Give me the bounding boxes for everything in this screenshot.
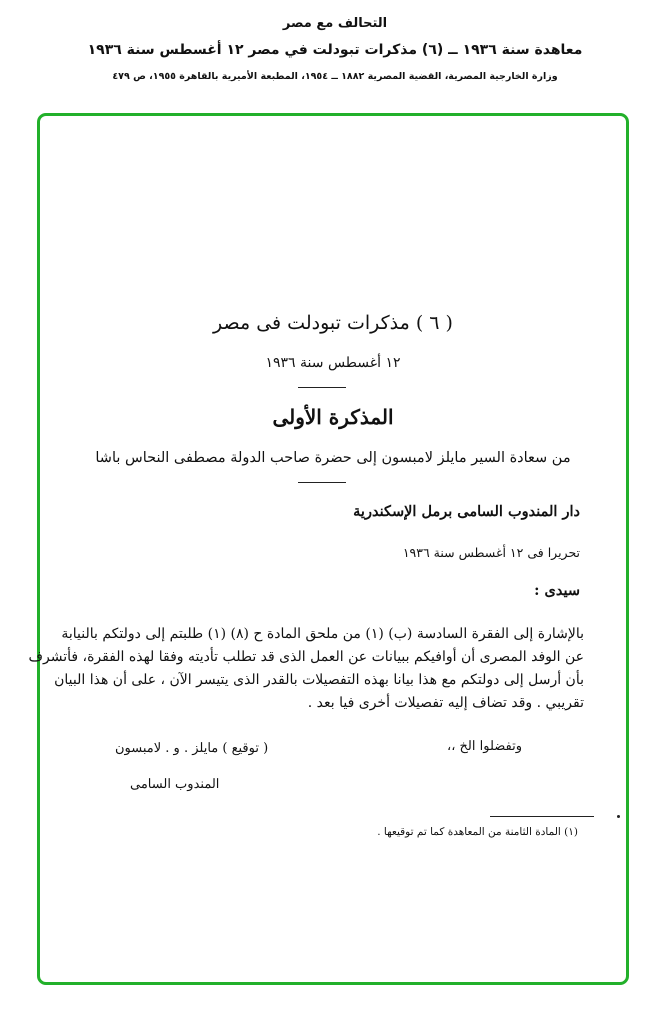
closing: وتفضلوا الخ ،، <box>447 739 522 754</box>
document-title: ( ٦ ) مذكرات تبودلت فى مصر <box>213 312 453 334</box>
divider-top <box>298 387 346 388</box>
header-title: التحالف مع مصر <box>282 16 388 31</box>
letter-place: دار المندوب السامى برمل الإسكندرية <box>353 503 580 520</box>
footnote: (١) المادة الثامنة من المعاهدة كما تم توقيعها . <box>377 826 578 838</box>
body-line: تقريبي . وقد تضاف إليه تفصيلات أخرى فيا بعد . <box>307 695 584 711</box>
body-line: عن الوفد المصرى أن أوافيكم ببيانات عن العمل الذى قد تطلب تأديته وفقا لهذه الفقرة، فأتشرف <box>28 649 584 665</box>
letter-body <box>28 623 584 715</box>
from-line: من سعادة السير مايلز لامبسون إلى حضرة صاحب الدولة مصطفى النحاس باشا <box>95 450 571 466</box>
signer-title: المندوب السامى <box>130 777 220 792</box>
salutation: سيدى : <box>534 582 580 599</box>
document-date: ١٢ أغسطس سنة ١٩٣٦ <box>265 355 401 371</box>
header-subtitle: معاهدة سنة ١٩٣٦ ــ (٦) مذكرات تبودلت في مصر ١٢ أغسطس سنة ١٩٣٦ <box>87 42 583 58</box>
body-line: بأن أرسل إلى دولتكم مع هذا بيانا بهذه التفصيلات بالقدر الذى يتيسر الآن ، على أن هذا البيان <box>54 672 584 688</box>
letter-written-date: تحريرا فى ١٢ أغسطس سنة ١٩٣٦ <box>402 545 580 560</box>
footnote-dot <box>617 815 620 818</box>
header-source: وزارة الخارجية المصرية، القضية المصرية ١٨٨٢ ــ ١٩٥٤، المطبعة الأميرية بالقاهرة ١٩٥٥، ص ٤٧٩ <box>112 71 558 82</box>
note-title: المذكرة الأولى <box>272 405 394 429</box>
signature: ( توقيع ) مايلز . و . لامبسون <box>115 741 269 756</box>
divider-bottom <box>298 482 346 483</box>
footnote-rule <box>490 816 594 817</box>
body-line: بالإشارة إلى الفقرة السادسة (ب) (١) من ملحق المادة ح (٨) (١) طلبتم إلى دولتكم بالنيابة <box>61 626 584 642</box>
